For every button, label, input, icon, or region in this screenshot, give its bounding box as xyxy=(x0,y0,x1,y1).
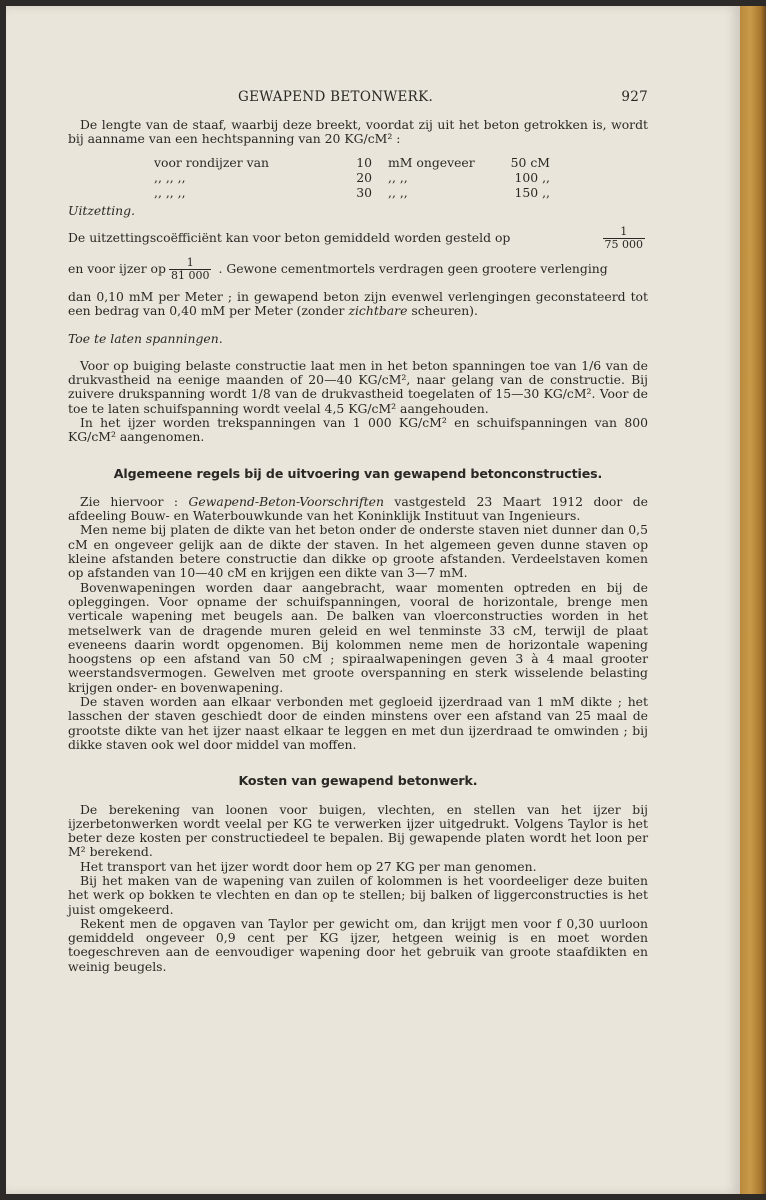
uitzetting-text-1: De uitzettingscoëfficiënt kan voor beton gemiddeld worden gesteld op xyxy=(68,230,511,246)
uitzetting-line-2 xyxy=(68,257,648,282)
intro-paragraph: De lengte van de staaf, waarbij deze breekt, voordat zij uit het beton getrokken is, wordt bij aanname van een hechtspanning van 20 KG/cM² : xyxy=(68,117,648,147)
table-row xyxy=(154,155,648,170)
fraction-denominator: 75 000 xyxy=(604,237,643,251)
table-row xyxy=(154,185,648,200)
table-cell: 30 xyxy=(356,184,372,200)
spanningen-paragraph-1: Voor op buiging belaste constructie laat men in het beton spanningen toe van 1/6 van de drukvastheid na eenige maanden of 20—40 KG/cM², naar gelang van de constructie. Bij zuivere drukspanning wordt 1/8 van de drukvastheid toegelaten of 15—30 KG/cM². Voor de toe te laten schuifspanning wordt veelal 4,5 KG/cM² aangehouden. xyxy=(68,357,648,416)
fraction-beton xyxy=(603,226,646,251)
table-cell: 100 ,, xyxy=(514,169,550,185)
section-label-uitzetting: Uitzetting. xyxy=(68,202,136,218)
heading-kosten: Kosten van gewapend betonwerk. xyxy=(238,773,478,789)
table-cell: ,, ,, ,, xyxy=(154,184,186,200)
uitzetting-line-1 xyxy=(68,226,648,251)
table-cell: 50 cM xyxy=(510,154,550,170)
uitzetting-paragraph-3 xyxy=(68,290,648,319)
algemeene-text-1-pre: Zie hiervoor : xyxy=(80,493,179,509)
table-cell: ,, ,, xyxy=(388,184,408,200)
emphasis-zichtbare: zichtbare xyxy=(348,303,408,319)
page-number: 927 xyxy=(621,89,648,105)
uitzetting-text-2-post: . Gewone cementmortels verdragen geen grootere verlenging xyxy=(218,261,608,277)
spanningen-paragraph-2: In het ijzer worden trekspanningen van 1 000 KG/cM² en schuifspanningen van 800 KG/cM² aangenomen. xyxy=(68,414,648,445)
algemeene-paragraph-2: Men neme bij platen de dikte van het beton onder de onderste staven niet dunner dan 0,5 cM en ongeveer gelijk aan de dikte der staven. In het algemeen geven dunne staven op kleine afstanden betere constructie dan dikke op groote afstanden. Verdeelstaven komen op afstanden van 10—40 cM en krijgen een dikte van 3—7 mM. xyxy=(68,522,648,581)
table-cell: voor rondijzer van xyxy=(154,154,269,170)
heading-algemeene-regels: Algemeene regels bij de uitvoering van gewapend betonconstructies. xyxy=(113,465,603,481)
book-gutter-edge xyxy=(740,6,766,1194)
table-cell: 150 ,, xyxy=(514,184,550,200)
algemeene-paragraph-3: Bovenwapeningen worden daar aangebracht, waar momenten optreden en bij de opleggingen. Voor opname der schuifspanningen, vooral de horizontale, brenge men verticale wapening met beugels aan. De balken van vloerconstructies worden in het metselwerk van de dragende muren geleid en wel tenminste 33 cM, terwijl de plaat eveneens daarin wordt opgenomen. Bij kolommen neme men de horizontale wapening hoogstens op een afstand van 50 cM ; spiraalwapeningen geven 3 à 4 maal grooter weerstandsvermogen. Gewelven met groote overspanning en sterk wisselende belasting krijgen onder- en bovenwapening. xyxy=(68,579,648,695)
running-title: GEWAPEND BETONWERK. xyxy=(238,89,434,105)
fraction-numerator: 1 xyxy=(186,255,194,269)
uitzetting-text-3: dan 0,10 mM per Meter ; in gewapend beton zijn evenwel verlengingen geconstateerd tot een bedrag van 0,40 mM per Meter (zonder xyxy=(68,288,648,319)
fraction-denominator: 81 000 xyxy=(170,268,210,282)
page-content xyxy=(68,90,648,974)
table-cell: mM ongeveer xyxy=(388,154,475,170)
algemeene-text-1-post: vastgesteld 23 Maart 1912 door de afdeeling Bouw- en Waterbouwkunde van het Koninklijk Instituut van Ingenieurs. xyxy=(68,493,648,524)
table-cell: 10 xyxy=(356,154,372,170)
kosten-paragraph-4: Rekent men de opgaven van Taylor per gewicht om, dan krijgt men voor f 0,30 uurloon gemiddeld ongeveer 0,9 cent per KG ijzer, hetgeen weinig is en moet worden toegeschreven aan de eenvoudiger wapening door het gebruik van groote staafdikten en weinig beugels. xyxy=(68,915,648,974)
fraction-numerator: 1 xyxy=(620,224,628,238)
running-header xyxy=(68,90,648,108)
emphasis-voorschriften: Gewapend-Beton-Voorschriften xyxy=(188,493,384,509)
kosten-paragraph-2: Het transport van het ijzer wordt door hem op 27 KG per man genomen. xyxy=(80,858,537,874)
kosten-paragraph-3: Bij het maken van de wapening van zuilen of kolommen is het voordeeliger deze buiten het werk op bokken te vlechten en dan op te stellen; bij balken of liggerconstructies is het juist omgekeerd. xyxy=(68,872,648,917)
section-label-spanningen: Toe te laten spanningen. xyxy=(68,331,223,347)
table-row xyxy=(154,170,648,185)
uitzetting-text-2-pre: en voor ijzer op xyxy=(68,261,166,277)
kosten-paragraph-1: De berekening van loonen voor buigen, vlechten, en stellen van het ijzer bij ijzerbetonwerken wordt veelal per KG te verwerken ijzer uitgedrukt. Volgens Taylor is het beter deze kosten per constructiedeel te bepalen. Bij gewapende platen wordt het loon per M² berekend. xyxy=(68,801,648,860)
algemeene-paragraph-4: De staven worden aan elkaar verbonden met gegloeid ijzerdraad van 1 mM dikte ; het lasschen der staven geschiedt door de einden minstens over een afstand van 25 maal de grootste dikte van het ijzer naast elkaar te leggen en met dun ijzerdraad te omwinden ; bij dikke staven ook wel door middel van moffen. xyxy=(68,694,648,752)
table-cell: ,, ,, ,, xyxy=(154,169,186,185)
table-cell: ,, ,, xyxy=(388,169,408,185)
book-page xyxy=(6,6,740,1194)
uitzetting-text-3-end: scheuren). xyxy=(411,303,478,319)
fraction-ijzer xyxy=(169,257,212,282)
algemeene-paragraph-1 xyxy=(68,495,648,524)
length-table xyxy=(154,155,648,200)
table-cell: 20 xyxy=(356,169,372,185)
